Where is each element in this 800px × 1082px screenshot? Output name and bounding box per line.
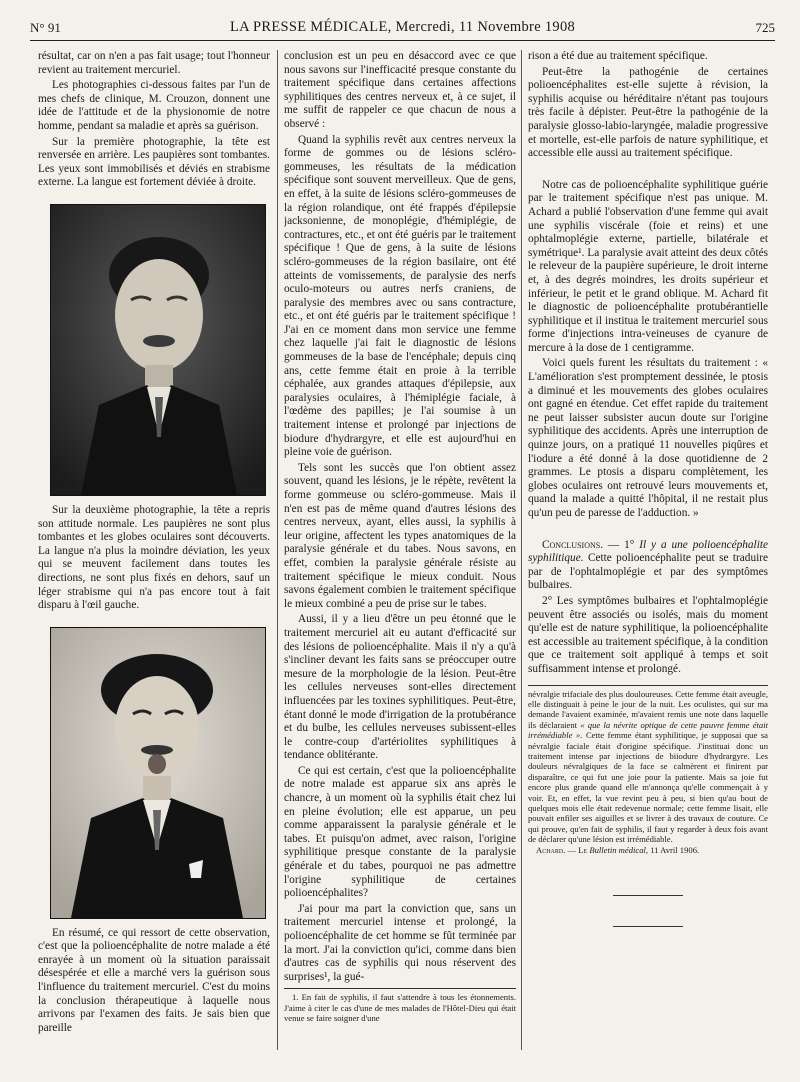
paragraph: Notre cas de polioencéphalite syphilitique guérie par le traitement spécifique n'est pas unique. M. Achard a publié l'observation d'une femme qui avait une syphilis viscérale (foie et reins) et une ophtalmoplégie externe, partielle, bilatérale et symétrique¹. La paralysie avait atteint des deux côtés le releveur de la paupière supérieure, le droit interne et, à des degrés moindres, les droits supérieur et inférieur, le petit et le grand oblique. M. Achard fit le diagnostic de polioencéphalite protubérantielle syphilitique et il institua le traitement mercuriel sous forme d'injections intra-veineuses de cyanure de mercure à la dose de 1 centigramme. xyxy=(528,178,768,354)
paragraph: Quand la syphilis revêt aux centres nerveux la forme de gommes ou de lésions scléro-gommeuses, les résultats de la médication spécifique sont souvent merveilleux. Que de gens, en effet, à la suite de lésions scléro-gommeuses de la région rolandique, ont été frappés d'épilepsie jacksonienne, de monoplégie, d'hémiplégie, de contractures, etc., et ont été guéris par le traitement spécifique ! Que de gens, à la suite de lésions scléro-gommeuses de la région basilaire, ont été atteints de vomissements, de paralysie des nerfs oculo-moteurs ou autres nerfs craniens, de paralysie des membres avec ou sans contracture, etc., et ont été guéris par le traitement spécifique ! J'ai en ce moment dans mon service une femme chez laquelle j'ai fait le diagnostic de lésions gommeuses de la base de l'encéphale; depuis cinq ans, cette femme était en proie à la terrible céphalée, aux grandes attaques d'épilepsie, aux paralysies oculaires, à l'hémiplégie faciale, à l'œdème des papilles; je l'ai soumise à un traitement intense et prolongé par injections de biodure d'hydrargyre, et elle est aujourd'hui en pleine voie de guérison. xyxy=(284,133,516,459)
paragraph: Les photographies ci-dessous faites par l'un de mes chefs de clinique, M. Crouzon, donnent une idée de l'attitude et de la physionomie de notre homme, pendant sa maladie et après sa guérison. xyxy=(38,79,270,132)
paragraph: Ce qui est certain, c'est que la polioencéphalite de notre malade est apparue six ans après le chancre, à un moment où la syphilis était chez lui en pleine évolution; elle est apparue, un peu comme apparaissent la paralysie générale et le tabes. Et puisqu'on admet, avec raison, l'origine syphilitique presque constante de la paralysie générale et du tabes, pourquoi ne pas admettre l'origine syphilitique de certaines polioencéphalites? xyxy=(284,764,516,900)
paragraph: résultat, car on n'en a pas fait usage; tout l'honneur revient au traitement mercuriel. xyxy=(38,50,270,76)
conclusions-paragraph xyxy=(528,539,768,593)
paragraph: Sur la deuxième photographie, la tête a repris son attitude normale. Les paupières ne sont plus tombantes et les globes oculaires sont découverts. La langue n'a plus la moindre déviation, les yeux qui se meuvent facilement dans toutes les directions, ne sont plus fixés en dehors, sauf un léger strabisme qui n'a pas encore tout à fait disparu à l'œil gauche. xyxy=(38,503,270,612)
photo-after-treatment xyxy=(50,627,266,919)
paragraph: Tels sont les succès que l'on obtient assez souvent, quand les lésions, je le répète, revêtent la forme gommeuse ou scléro-gommeuse. Mais il n'en est pas de même quand d'autres lésions des centres nerveux, ayant, elles aussi, la syphilis à leur origine, affectent les types anatomiques de la paralysie générale et du tabes. Nous savons, en effet, combien la paralysie générale résiste au traitement spécifique le mieux conduit. Nous savons également combien le traitement spécifique le mieux combiné a peu de prise sur le tabes. xyxy=(284,461,516,610)
page-header xyxy=(30,18,775,41)
end-rule xyxy=(613,926,683,927)
paragraph: Voici quels furent les résultats du traitement : « L'amélioration s'est promptement dessinée, le ptosis a diminué et les mouvements des globes oculaires ont gagné en étendue. Cet effet rapide du traitement ne peut laisser subsister aucun doute sur l'origine syphilitique des accidents. Après une interruption de quinze jours, on a pratiqué 11 nouvelles piqûres et l'iodure a été donné à la dose quotidienne de 2 grammes. Le ptosis a disparu complètement, les globes oculaires ont retrouvé leurs mouvements et, quand la malade a quitté l'hôpital, il ne restait plus qu'un peu de paresse de l'adduction. » xyxy=(528,357,768,519)
conclusions-label: Conclusions. — 1° xyxy=(542,538,635,551)
footnote xyxy=(528,685,768,856)
end-rule xyxy=(613,895,683,896)
column-2 xyxy=(284,50,516,1060)
paragraph: conclusion est un peu en désaccord avec ce que nous savons sur l'inefficacité presque constante du traitement spécifique dans certaines affections syphilitiques des centres nerveux et, à ce sujet, il me suffit de rappeler ce que chacun de nous a observé : xyxy=(284,50,516,130)
footnote-quote: « que la névrite optique de cette pauvre femme était irrémédiable ». xyxy=(528,719,768,741)
issue-number: N° 91 xyxy=(30,20,61,35)
paragraph: En résumé, ce qui ressort de cette observation, c'est que la polioencéphalite de notre malade a été enrayée à un moment où la situation paraissait désespérée et elle a marché vers la guérison sous l'influence du traitement mercuriel. C'est du moins la conclusion thérapeutique à laquelle nous arrivons par l'examen des faits. Je sais bien que pareille xyxy=(38,926,270,1034)
column-3 xyxy=(528,50,768,1060)
footnote-text: névralgie trifaciale des plus douloureuses. Cette femme était aveugle, elle distinguait à peine le jour de la nuit. Les oculistes, qui sur ma demande l'avaient examinée, m'avaient remis une note dans laquelle ils déclaraient « que la névrite optique de cette pauvre femme était irrémédiable ». Cette femme étant syphilitique, je supposai que sa névralgie faciale était d'origine spécifique. J'instituai donc un traitement intense par injections de biiodure d'hydrargyre. Les douleurs névralgiques de la face se calmèrent et finirent par disparaître, ce qui fut une joie pour la patiente. Mais sa joie fut encore plus grande quand elle m'annonça qu'elle commençait à y voir. Et, en effet, la vue revint peu à peu, si bien qu'au bout de quelques mois elle était redevenue normale; cette femme lisait, elle pouvait enfiler ses aiguilles et se livrer à des travaux de couture. Ce qui prouve, qu'en fait de syphilis, il faut y regarder à deux fois avant de déclarer qu'une lésion est irrémédiable. xyxy=(528,688,768,845)
journal-title: LA PRESSE MÉDICALE, Mercredi, 11 Novembre 1908 xyxy=(229,19,576,35)
footnote-citation: Achard. — Le Bulletin médical, 11 Avril 1906. xyxy=(536,844,700,855)
photo-before-treatment xyxy=(50,204,266,496)
paragraph: Sur la première photographie, la tête est renversée en arrière. Les paupières sont tombantes. Les yeux sont immobilisés et déviés en strabisme externe. La langue est fortement déviée à droite. xyxy=(38,135,270,189)
footnote-text: 1. En fait de syphilis, il faut s'attendre à tous les étonnements. J'aime à citer le cas d'une de mes malades de l'Hôtel-Dieu qui était venue se faire soigner d'une xyxy=(284,992,516,1024)
column-divider xyxy=(277,50,278,1050)
column-1 xyxy=(38,50,270,1060)
conclusions-text: Cette polioencéphalite peut se traduire par de l'ophtalmoplégie et par des symptômes bulbaires. xyxy=(528,552,768,592)
paragraph: 2° Les symptômes bulbaires et l'ophtalmoplégie peuvent être associés ou isolés, mais du moment qu'elle est de nature syphilitique, la polioencéphalite est accessible au traitement spécifique, à la condition que ce traitement soit appliqué à temps et soit suffisamment intense et prolongé. xyxy=(528,594,768,675)
page-number: 725 xyxy=(755,20,775,35)
paragraph: Aussi, il y a lieu d'être un peu étonné que le traitement mercuriel ait eu autant d'efficacité sur des lésions de polioencéphalite. Mais il n'y a qu'à s'incliner devant les faits sans se préoccuper outre mesure de la morphologie de la lésion. Peut-être les cellules nerveuses sont-elles directement influencées par les toxines syphilitiques. Peut-être, étant donné le mode d'irrigation de la protubérance et du bulbe, les cellules nerveuses subissent-elles le contre-coup d'artériolites syphilitiques à tendance oblitérante. xyxy=(284,613,516,762)
paragraph: J'ai pour ma part la conviction que, sans un traitement mercuriel intense et prolongé, la polioencéphalite de cet homme se fût terminée par la mort. J'ai la conviction qu'ici, comme dans bien d'autres cas de syphilis qui nous réservent des surprises¹, la gué- xyxy=(284,902,516,983)
column-divider xyxy=(521,50,522,1050)
conclusions-thesis: Il y a une polioencéphalite syphilitique. xyxy=(528,538,768,565)
paragraph: Peut-être la pathogénie de certaines polioencéphalites est-elle sujette à révision, la syphilis acquise ou héréditaire n'étant pas toujours très facile à dépister. Peut-être la pathogénie de la paralysie glosso-labio-laryngée, maladie progressive et mortelle, est-elle parfois de nature syphilitique, et accessible elle aussi au traitement spécifique. xyxy=(528,65,768,160)
paragraph: rison a été due au traitement spécifique. xyxy=(528,50,708,62)
footnote xyxy=(284,988,516,1023)
